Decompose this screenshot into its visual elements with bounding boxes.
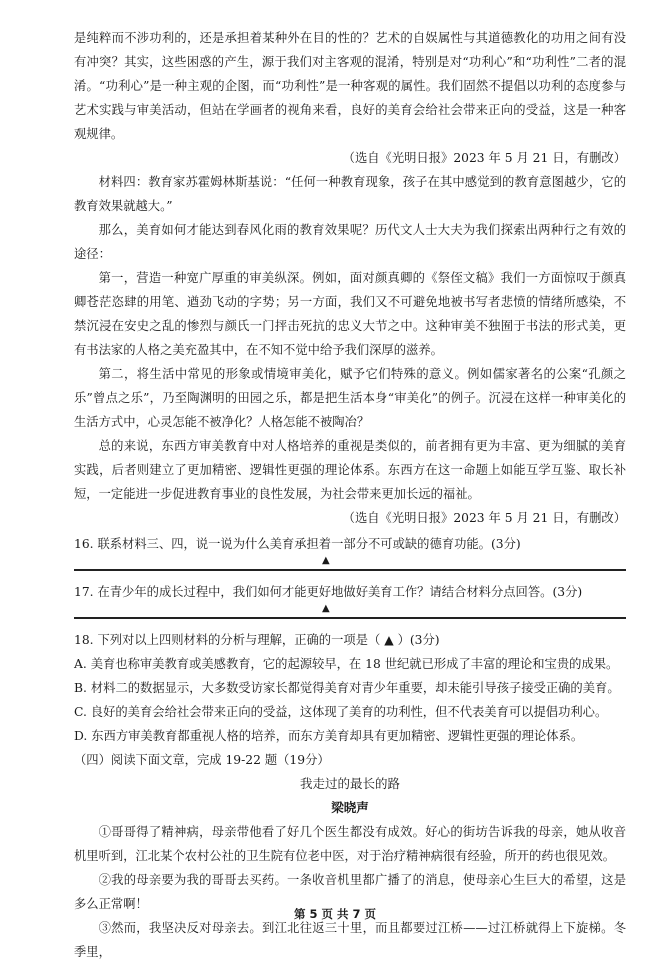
option-c: C. 良好的美育会给社会带来正向的受益，这体现了美育的功利性，但不代表美育可以提倡功利心。 — [74, 705, 608, 719]
triangle-marker-icon: ▲ — [322, 555, 330, 566]
article-paragraph: ②我的母亲要为我的哥哥去买药。一条收音机里都广播了的消息，使母亲心生巨大的希望，这是多么正常啊！ — [74, 873, 626, 911]
option-a: A. 美育也称审美教育或美感教育，它的起源较早，在 18 世纪就已形成了丰富的理论和宝贵的成果。 — [74, 657, 619, 671]
article-title: 我走过的最长的路 — [299, 776, 400, 791]
question-16: 16. 联系材料三、四，说一说为什么美育承担着一部分不可或缺的德育功能。(3分) — [74, 537, 521, 551]
section-4-heading: （四）阅读下面文章，完成 19-22 题（19分） — [74, 753, 330, 767]
article-paragraph: ①哥哥得了精神病，母亲带他看了好几个医生都没有成效。好心的街坊告诉我的母亲，她从收音机里听到，江北某个农村公社的卫生院有位老中医，对于治疗精神病很有经验，所开的药也很见效。 — [74, 825, 626, 863]
article-author: 梁晓声 — [331, 800, 369, 815]
page-footer: 第 5 页 共 7 页 — [293, 907, 377, 921]
paragraph-top: 是纯粹而不涉功利的，还是承担着某种外在目的性的？艺术的自娱属性与其道德教化的功用之间有没有冲突？其实，这些困惑的产生，源于我们对主客观的混淆，特别是对“功利心”和“功利性”二者的混淆。“功利心”是一种主观的企图，而“功利性”是一种客观的属性。我们固然不提倡以功利的态度参与艺术实践与审美活动，但站在学画者的视角来看，良好的美育会给社会带来正向的受益，这是一种客观规律。 — [74, 31, 626, 141]
material4-paragraph: 总的来说，东西方审美教育中对人格培养的重视是类似的，前者拥有更为丰富、更为细腻的美育实践，后者则建立了更加精密、逻辑性更强的理论体系。东西方在这一命题上如能互学互鉴、取长补短，一定能进一步促进教育事业的良性发展，为社会带来更加长远的福祉。 — [74, 439, 626, 501]
question-17: 17. 在青少年的成长过程中，我们如何才能更好地做好美育工作？请结合材料分点回答。(3分) — [74, 585, 583, 599]
answer-underline — [74, 617, 626, 619]
option-d: D. 东西方审美教育都重视人格的培养，而东方美育却具有更加精密、逻辑性更强的理论体系。 — [74, 729, 584, 743]
answer-line-17[interactable] — [74, 604, 626, 626]
triangle-marker-icon: ▲ — [322, 603, 330, 614]
material4-paragraph: 第二，将生活中常见的形象或情境审美化，赋予它们特殊的意义。例如儒家著名的公案“孔颜之乐”曾点之乐”，乃至陶渊明的田园之乐，都是把生活本身“审美化”的例子。沉浸在这样一种审美化的生活方式中，心灵怎能不被净化？人格怎能不被陶冶？ — [74, 367, 626, 429]
answer-line-16[interactable] — [74, 556, 626, 578]
source-note-1: （选自《光明日报》2023 年 5 月 21 日，有删改） — [342, 151, 626, 165]
material4-paragraph: 第一，营造一种宽广厚重的审美纵深。例如，面对颜真卿的《祭侄文稿》我们一方面惊叹于颜真卿苍茫恣肆的用笔、遒劲飞动的字势；另一方面，我们又不可避免地被书写者悲愤的情绪所感染，不禁沉浸在安史之乱的惨烈与颜氏一门抨击死抗的忠义大节之中。这种审美不独囿于书法的形式美，更有书法家的人格之美充盈其中，在不知不觉中给予我们深厚的滋养。 — [74, 271, 626, 357]
question-18: 18. 下列对以上四则材料的分析与理解，正确的一项是（ ▲ ）(3分) — [74, 633, 440, 647]
article-paragraph: ③然而，我坚决反对母亲去。到江北往返三十里，而且都要过江桥——过江桥就得上下旋梯。冬季里， — [74, 921, 626, 959]
material4-heading: 材料四：教育家苏霍姆林斯基说：“任何一种教育现象，孩子在其中感觉到的教育意图越少，它的教育效果就越大。” — [74, 175, 626, 213]
source-note-2: （选自《光明日报》2023 年 5 月 21 日，有删改） — [342, 511, 626, 525]
answer-underline — [74, 569, 626, 571]
material4-paragraph: 那么，美育如何才能达到春风化雨的教育效果呢？历代文人士大夫为我们探索出两种行之有效的途径： — [74, 223, 626, 261]
option-b: B. 材料二的数据显示，大多数受访家长都觉得美育对青少年重要，却未能引导孩子接受正确的美育。 — [74, 681, 620, 695]
